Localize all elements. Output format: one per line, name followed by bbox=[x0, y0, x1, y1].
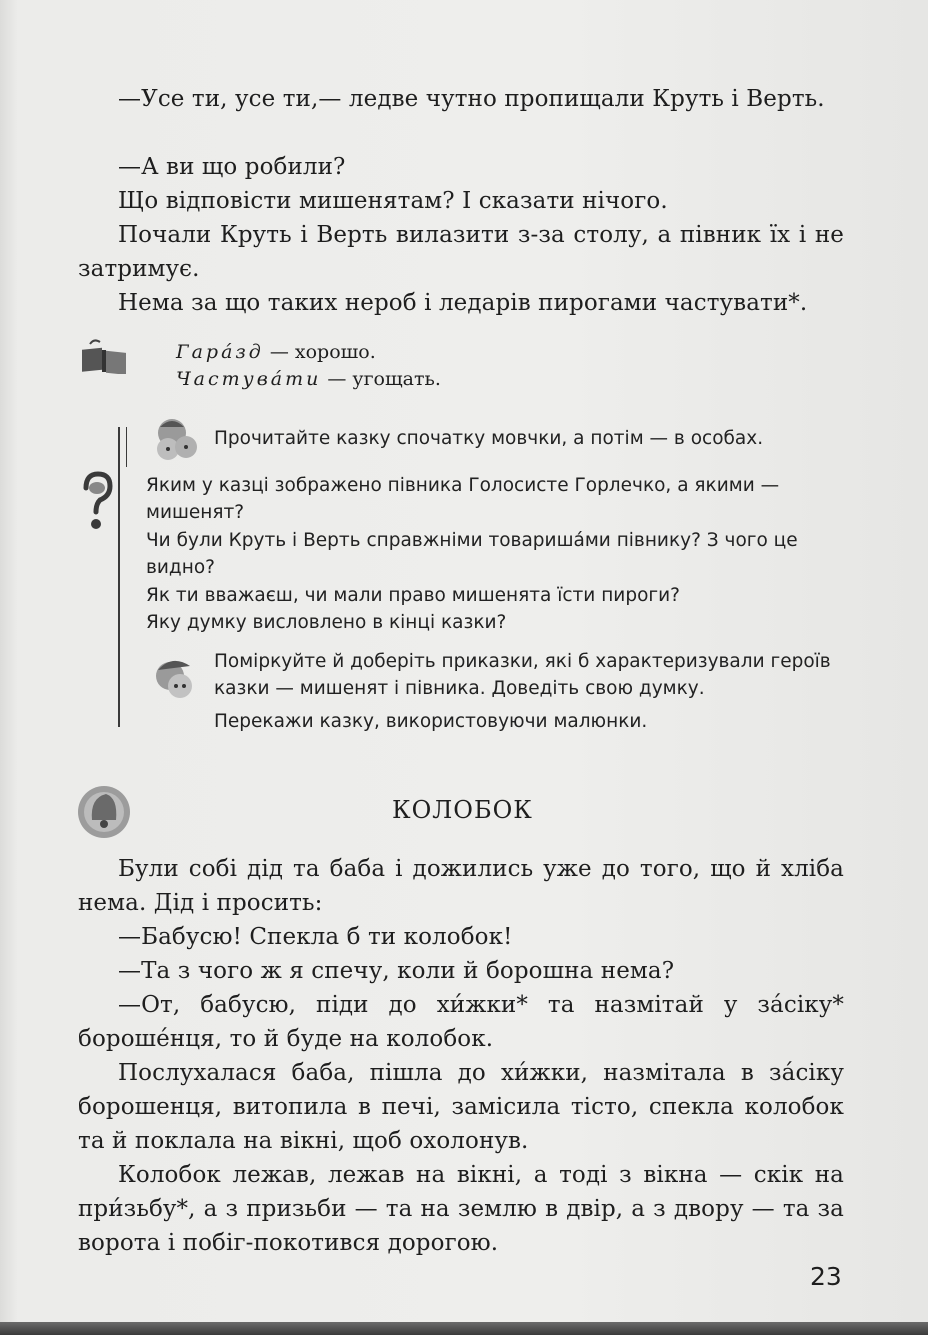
children-icon bbox=[150, 652, 206, 702]
glossary-term: Гара́зд bbox=[176, 341, 264, 363]
paragraph: —Усе ти, усе ти,— ледве чутно пропищали Круть і Верть. bbox=[118, 86, 825, 112]
glossary-definition: — угощать. bbox=[321, 368, 441, 390]
bell-icon bbox=[76, 776, 132, 848]
paragraph: Почали Круть і Верть вилазити з-за столу, а півник їх і не затримує. bbox=[78, 222, 844, 282]
question-text: Яку думку висловлено в кінці казки? bbox=[146, 612, 507, 633]
question-text: Як ти вважаєш, чи мали право мишенята їсти пироги? bbox=[146, 585, 680, 606]
paragraph: Що відповісти мишенятам? І сказати нічого. bbox=[118, 188, 668, 214]
page-edge bbox=[0, 1322, 928, 1335]
question-mark-icon bbox=[80, 470, 114, 534]
task-text: Прочитайте казку спочатку мовчки, а потім — в особах. bbox=[214, 428, 764, 449]
glossary-term: Частува́ти bbox=[176, 368, 322, 390]
children-icon bbox=[150, 415, 206, 461]
paragraph: —От, бабусю, піди до хи́жки* та назмітай у за́сіку* бороше́нця, то й буде на колобок. bbox=[78, 992, 844, 1052]
paragraph: Колобок лежав, лежав на вікні, а тоді з вікна — скік на при́зьбу*, а з призьби — та на землю в двір, а з двору — та за ворота і побіг-покотився дорогою. bbox=[78, 1162, 844, 1256]
questions-divider bbox=[126, 427, 127, 467]
question-text: Яким у казці зображено півника Голосисте Горлечко, а якими — мишенят? bbox=[146, 475, 780, 523]
glossary-definition: — хорошо. bbox=[263, 341, 376, 363]
glossary-entry bbox=[176, 339, 376, 366]
paragraph: —Бабусю! Спекла б ти колобок! bbox=[118, 924, 513, 950]
story-title: КОЛОБОК bbox=[392, 796, 533, 824]
question-text: Чи були Круть і Верть справжніми товариша́ми півнику? З чого це видно? bbox=[146, 530, 798, 578]
paragraph: —А ви що робили? bbox=[118, 154, 346, 180]
paragraph: —Та з чого ж я спечу, коли й борошна нема? bbox=[118, 958, 675, 984]
paragraph: Нема за що таких нероб і ледарів пирогами частувати*. bbox=[118, 290, 808, 316]
book-icon bbox=[80, 338, 130, 374]
paragraph: Послухалася баба, пішла до хи́жки, назмітала в за́сіку борошенця, витопила в печі, замісила тісто, спекла колобок та й поклала на вікні, щоб охолонув. bbox=[78, 1060, 844, 1154]
glossary-entry bbox=[176, 366, 441, 393]
page-number: 23 bbox=[810, 1262, 842, 1291]
questions-divider bbox=[118, 427, 120, 727]
paragraph: Були собі дід та баба і дожились уже до того, що й хліба нема. Дід і просить: bbox=[78, 856, 844, 916]
task-text: Перекажи казку, використовуючи малюнки. bbox=[214, 711, 648, 732]
task-text: Поміркуйте й доберіть приказки, які б характеризували героїв казки — мишенят і півника. Доведіть свою думку. bbox=[214, 651, 831, 699]
